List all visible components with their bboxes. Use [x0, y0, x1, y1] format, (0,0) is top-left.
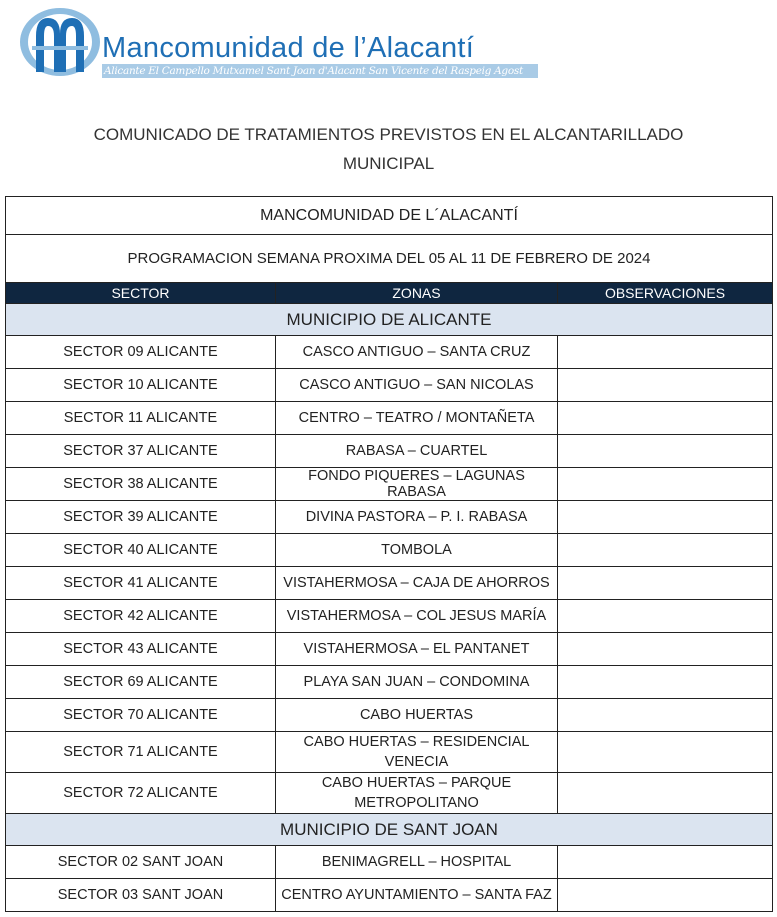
sector-cell: SECTOR 40 ALICANTE — [6, 534, 276, 567]
zona-cell: RABASA – CUARTEL — [276, 435, 558, 468]
zona-cell: FONDO PIQUERES – LAGUNAS RABASA — [276, 468, 558, 501]
organization-header: MANCOMUNIDAD DE L´ALACANTÍ — [6, 197, 773, 235]
zona-cell: CASCO ANTIGUO – SANTA CRUZ — [276, 336, 558, 369]
period-header: PROGRAMACION SEMANA PROXIMA DEL 05 AL 11 DE FEBRERO DE 2024 — [6, 235, 773, 283]
zona-cell: CENTRO – TEATRO / MONTAÑETA — [276, 402, 558, 435]
sector-cell: SECTOR 39 ALICANTE — [6, 501, 276, 534]
municipio-header: MUNICIPIO DE SANT JOAN — [6, 814, 773, 846]
observaciones-cell — [558, 402, 773, 435]
sector-cell: SECTOR 37 ALICANTE — [6, 435, 276, 468]
zona-cell: TOMBOLA — [276, 534, 558, 567]
table-row — [6, 666, 773, 699]
document-title-line1: COMUNICADO DE TRATAMIENTOS PREVISTOS EN EL ALCANTARILLADO — [93, 125, 684, 144]
municipio-header: MUNICIPIO DE ALICANTE — [6, 304, 773, 336]
logo-name: Mancomunidad de l’Alacantí — [102, 32, 475, 64]
document-title-line2: MUNICIPAL — [342, 154, 435, 173]
zona-cell: PLAYA SAN JUAN – CONDOMINA — [276, 666, 558, 699]
table-row — [6, 567, 773, 600]
table-row — [6, 534, 773, 567]
observaciones-cell — [558, 501, 773, 534]
column-header-observaciones: OBSERVACIONES — [558, 283, 773, 304]
schedule-table — [5, 196, 773, 912]
observaciones-cell — [558, 732, 773, 773]
column-header-sector: SECTOR — [6, 283, 276, 304]
table-row — [6, 402, 773, 435]
sector-cell: SECTOR 02 SANT JOAN — [6, 846, 276, 879]
table-row — [6, 501, 773, 534]
zona-cell: BENIMAGRELL – HOSPITAL — [276, 846, 558, 879]
table-row — [6, 879, 773, 912]
zona-cell: CASCO ANTIGUO – SAN NICOLAS — [276, 369, 558, 402]
zona-cell: CABO HUERTAS – PARQUE METROPOLITANO — [276, 773, 558, 814]
column-header-zonas: ZONAS — [276, 283, 558, 304]
sector-cell: SECTOR 10 ALICANTE — [6, 369, 276, 402]
observaciones-cell — [558, 846, 773, 879]
observaciones-cell — [558, 567, 773, 600]
logo-towns: Alicante El Campello Mutxamel Sant Joan d'Alacant San Vicente del Raspeig Agost — [104, 65, 523, 77]
logo — [14, 4, 544, 84]
zona-cell: VISTAHERMOSA – COL JESUS MARÍA — [276, 600, 558, 633]
sector-cell: SECTOR 09 ALICANTE — [6, 336, 276, 369]
table-row — [6, 846, 773, 879]
observaciones-cell — [558, 666, 773, 699]
sector-cell: SECTOR 43 ALICANTE — [6, 633, 276, 666]
zona-cell: CABO HUERTAS — [276, 699, 558, 732]
table-row — [6, 435, 773, 468]
table-row — [6, 699, 773, 732]
table-row — [6, 600, 773, 633]
sector-cell: SECTOR 03 SANT JOAN — [6, 879, 276, 912]
zona-cell: VISTAHERMOSA – EL PANTANET — [276, 633, 558, 666]
observaciones-cell — [558, 633, 773, 666]
observaciones-cell — [558, 435, 773, 468]
mancomunidad-logo-icon — [18, 6, 102, 78]
sector-cell: SECTOR 42 ALICANTE — [6, 600, 276, 633]
table-row — [6, 468, 773, 501]
table-row — [6, 773, 773, 814]
observaciones-cell — [558, 699, 773, 732]
sector-cell: SECTOR 69 ALICANTE — [6, 666, 276, 699]
observaciones-cell — [558, 879, 773, 912]
zona-cell: CABO HUERTAS – RESIDENCIAL VENECIA — [276, 732, 558, 773]
observaciones-cell — [558, 600, 773, 633]
sector-cell: SECTOR 38 ALICANTE — [6, 468, 276, 501]
sector-cell: SECTOR 70 ALICANTE — [6, 699, 276, 732]
table-row — [6, 336, 773, 369]
sector-cell: SECTOR 41 ALICANTE — [6, 567, 276, 600]
table-row — [6, 633, 773, 666]
observaciones-cell — [558, 468, 773, 501]
sector-cell: SECTOR 71 ALICANTE — [6, 732, 276, 773]
observaciones-cell — [558, 369, 773, 402]
zona-cell: VISTAHERMOSA – CAJA DE AHORROS — [276, 567, 558, 600]
observaciones-cell — [558, 773, 773, 814]
observaciones-cell — [558, 336, 773, 369]
table-row — [6, 369, 773, 402]
zona-cell: DIVINA PASTORA – P. I. RABASA — [276, 501, 558, 534]
observaciones-cell — [558, 534, 773, 567]
zona-cell: CENTRO AYUNTAMIENTO – SANTA FAZ — [276, 879, 558, 912]
sector-cell: SECTOR 11 ALICANTE — [6, 402, 276, 435]
table-row — [6, 732, 773, 773]
sector-cell: SECTOR 72 ALICANTE — [6, 773, 276, 814]
